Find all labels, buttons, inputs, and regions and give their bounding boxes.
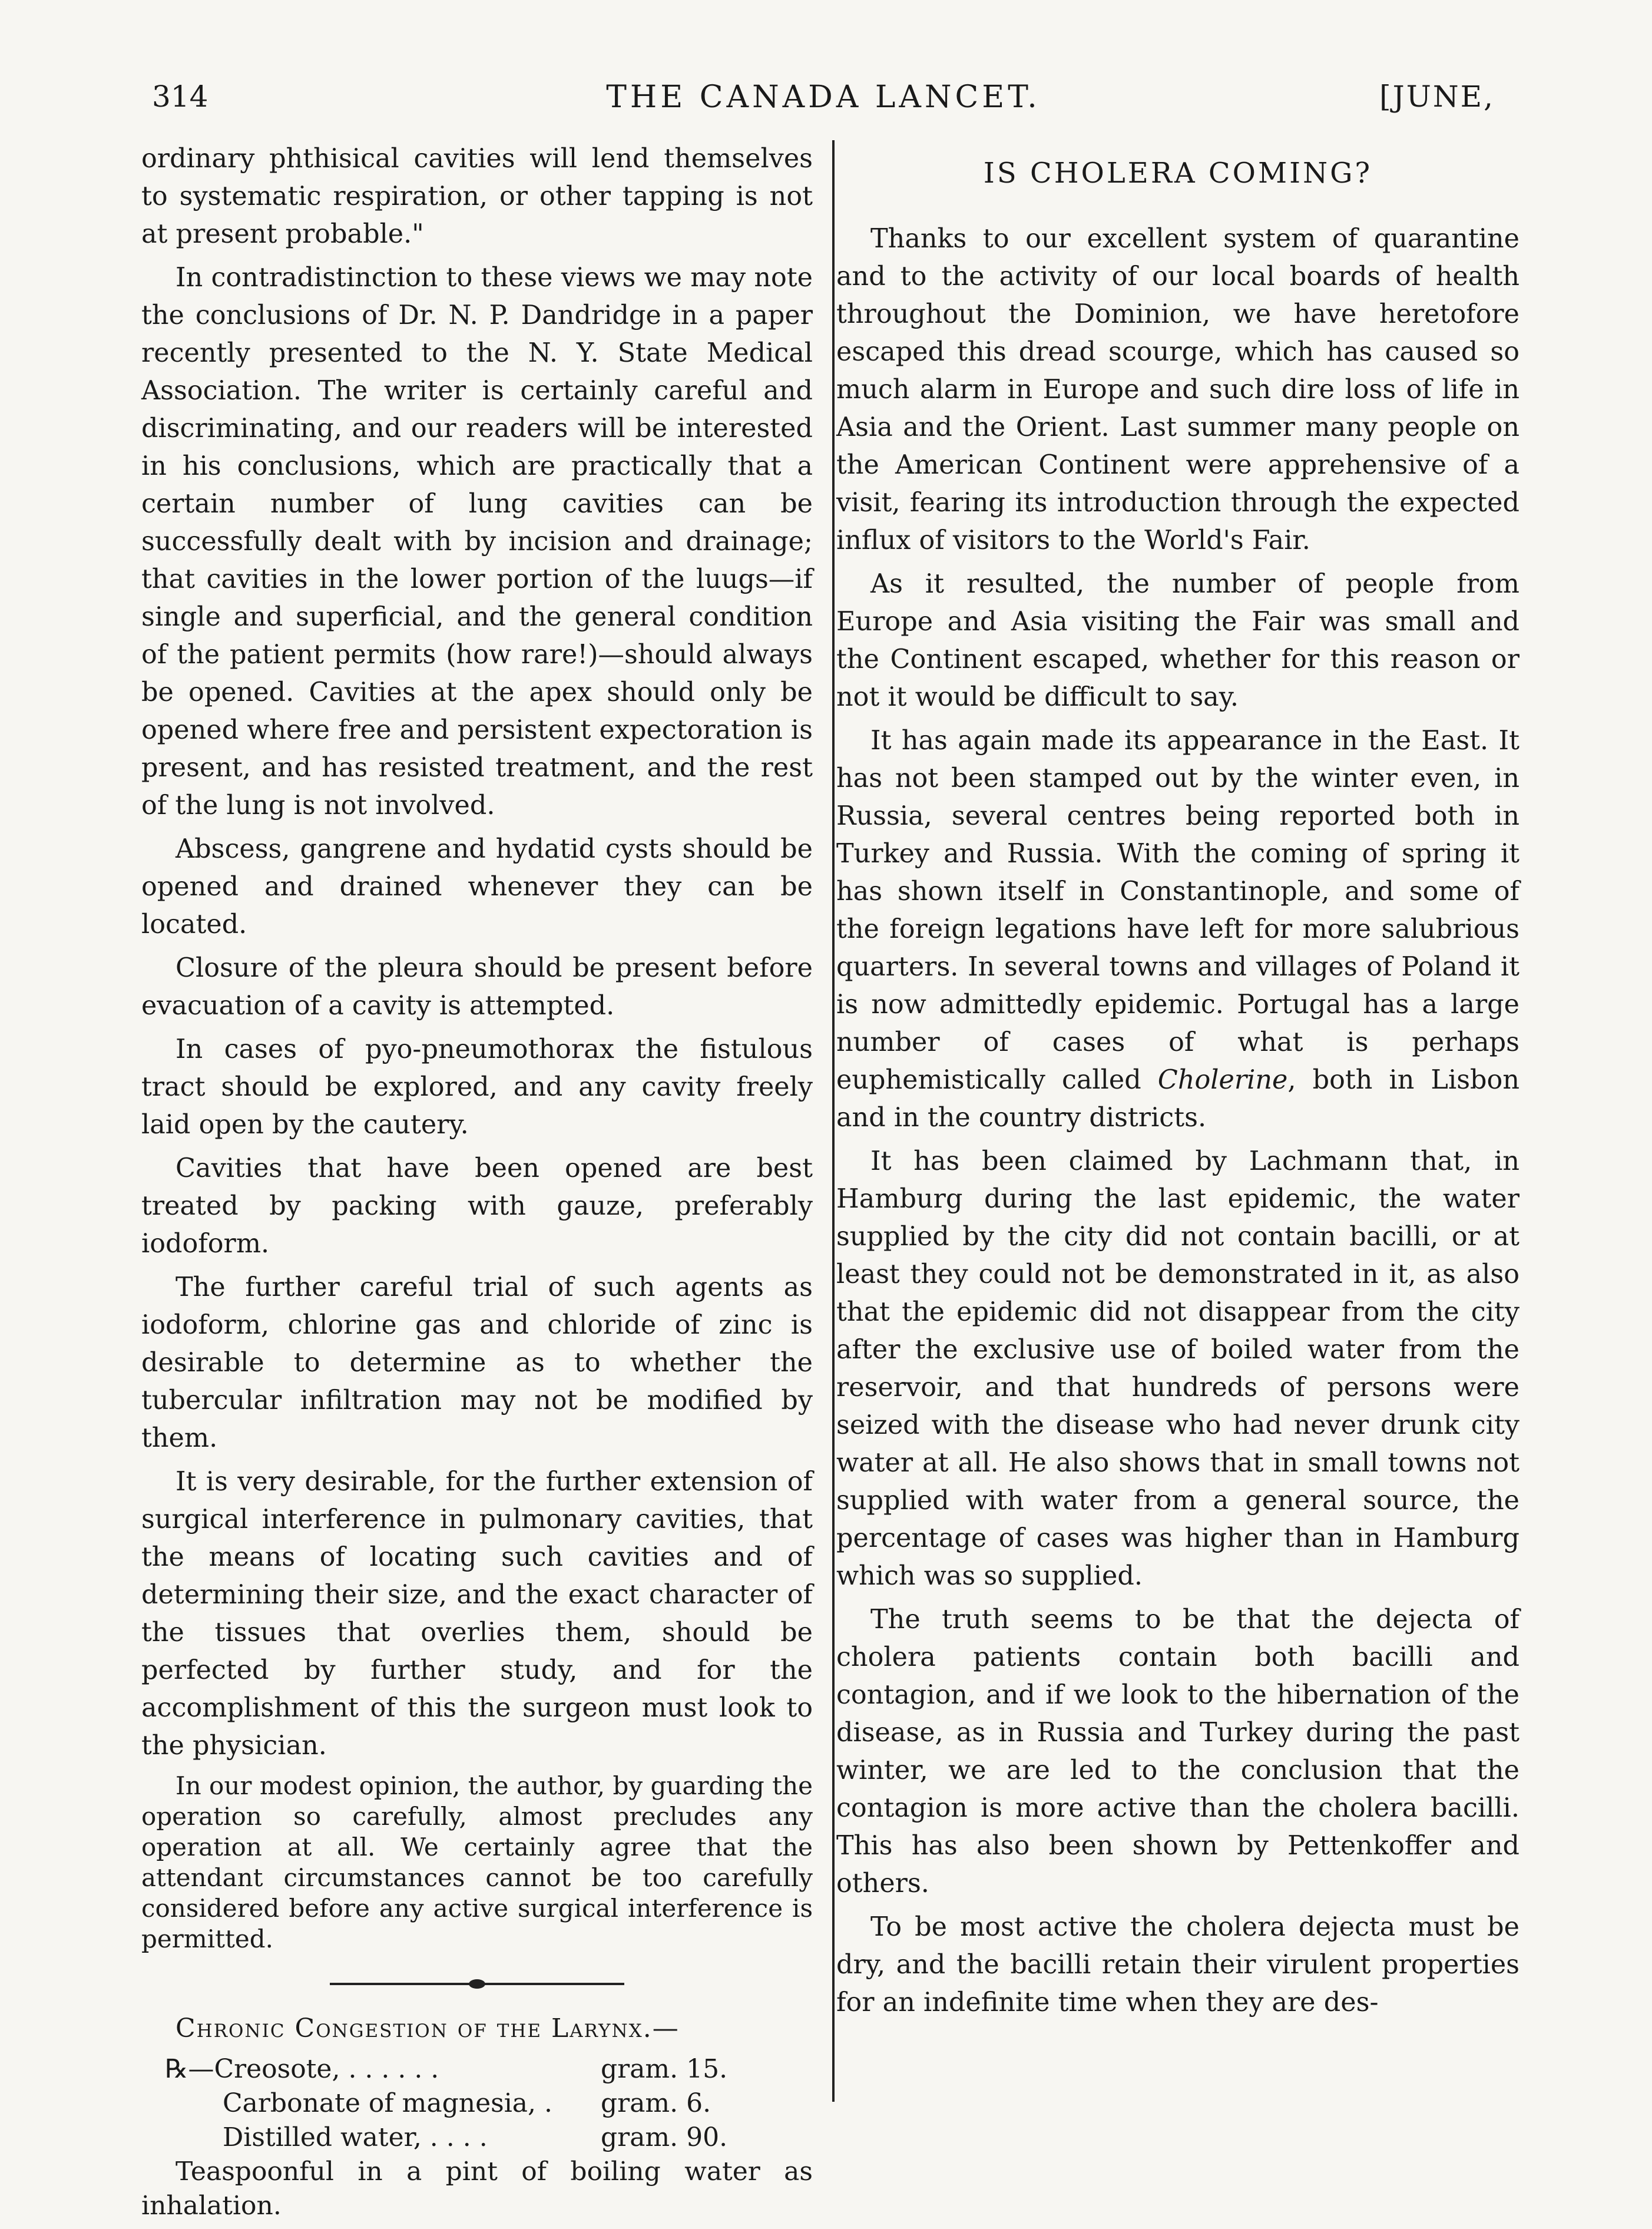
prescription-row — [165, 2121, 813, 2155]
paragraph: The further careful trial of such agents as iodoform, chlorine gas and chloride of zinc is desirable to determine as to whether the tubercular infiltration may not be modified by them. — [141, 1272, 813, 1453]
left-column — [141, 140, 813, 2229]
article-heading: IS CHOLERA COMING? — [983, 157, 1373, 190]
page-number: 314 — [152, 80, 208, 114]
paragraph: In cases of pyo-pneumothorax the fistulous tract should be explored, and any cavity freely laid open by the cautery. — [141, 1034, 813, 1140]
right-column — [836, 140, 1519, 2028]
paragraph: It is very desirable, for the further extension of surgical interference in pulmonary cavities, that the means of locating such cavities and of determining their size, and the exact character of the tissues that overlies them, should be perfected by further study, and for the accomplishment of this the surgeon must look to the physician. — [141, 1467, 813, 1761]
journal-title: THE CANADA LANCET. — [606, 80, 1041, 115]
paragraph: Cavities that have been opened are best treated by packing with gauze, preferably iodoform. — [141, 1153, 813, 1259]
issue-month: [JUNE, — [1379, 80, 1495, 114]
paragraph — [836, 722, 1519, 1137]
paragraph: In our modest opinion, the author, by guarding the operation so carefully, almost precludes any operation at all. We certainly agree that the attendant circumstances cannot be too carefully considered before any active surgical interference is permitted. — [141, 1771, 813, 1953]
column-divider — [832, 140, 835, 2102]
section-ornament-rule — [330, 1983, 624, 1985]
prescription-table — [165, 2052, 813, 2155]
paragraph: ordinary phthisical cavities will lend themselves to systematic respiration, or other tapping is not at present probable." — [141, 144, 813, 249]
ingredient-name: Distilled water, . . . . — [223, 2122, 488, 2152]
paragraph: The truth seems to be that the dejecta of cholera patients contain both bacilli and contagion, and if we look to the hibernation of the disease, as in Russia and Turkey during the past winter, we are led to the conclusion that the contagion is more active than the cholera bacilli. This has also been shown by Pettenkoffer and others. — [836, 1605, 1519, 1899]
page-header — [152, 80, 1495, 133]
paragraph-text: It has again made its appearance in the East. It has not been stamped out by the winter even, in Russia, several centres being reported both in Turkey and Russia. With the coming of spring it has shown itself in Constantinople, and some of the foreign legations have left for more salubrious quarters. In several towns and villages of Poland it is now admittedly epidemic. Portugal has a large number of cases of what is perhaps euphemistically called — [836, 726, 1519, 1095]
paragraph: It has been claimed by Lachmann that, in Hamburg during the last epidemic, the water supplied by the city did not contain bacilli, or at least they could not be demonstrated in it, as also that the epidemic did not disappear from the city after the exclusive use of boiled water from the reservoir, and that hundreds of persons were seized with the disease who had never drunk city water at all. He also shows that in small towns not supplied with water from a general source, the percentage of cases was higher than in Hamburg which was so supplied. — [836, 1146, 1519, 1591]
italic-term: Cholerine — [1157, 1065, 1288, 1095]
paragraph: Closure of the pleura should be present before evacuation of a cavity is attempted. — [141, 953, 813, 1021]
ingredient-name: ℞—Creosote, . . . . . . — [165, 2054, 439, 2084]
paragraph-text: , both in Lisbon and in the country districts. — [836, 1065, 1519, 1133]
ingredient-amount: gram. 6. — [601, 2088, 711, 2118]
prescription-row — [165, 2052, 813, 2086]
paragraph: In contradistinction to these views we may note the conclusions of Dr. N. P. Dandridge in a paper recently presented to the N. Y. State Medical Association. The writer is certainly careful and discriminating, and our readers will be interested in his conclusions, which are practically that a certain number of lung cavities can be successfully dealt with by incision and drainage; that cavities in the lower portion of the luugs—if single and superficial, and the general condition of the patient permits (how rare!)—should always be opened. Cavities at the apex should only be opened where free and persistent expectoration is present, and has resisted treatment, and the rest of the lung is not involved. — [141, 263, 813, 821]
ingredient-amount: gram. 90. — [601, 2122, 728, 2152]
ingredient-name: Carbonate of magnesia, . — [223, 2088, 552, 2118]
prescription-heading: Chronic Congestion of the Larynx.— — [176, 2013, 680, 2043]
prescription-note: Teaspoonful in a pint of boiling water as inhalation. — [141, 2157, 813, 2221]
ingredient-amount: gram. 15. — [601, 2054, 728, 2084]
paragraph: Abscess, gangrene and hydatid cysts should be opened and drained whenever they can be located. — [141, 834, 813, 940]
paragraph: Thanks to our excellent system of quarantine and to the activity of our local boards of health throughout the Dominion, we have heretofore escaped this dread scourge, which has caused so much alarm in Europe and such dire loss of life in Asia and the Orient. Last summer many people on the American Continent were apprehensive of a visit, fearing its introduction through the expected influx of visitors to the World's Fair. — [836, 224, 1519, 555]
paragraph: As it resulted, the number of people from Europe and Asia visiting the Fair was small and the Continent escaped, whether for this reason or not it would be difficult to say. — [836, 569, 1519, 712]
paragraph: To be most active the cholera dejecta must be dry, and the bacilli retain their virulent properties for an indefinite time when they are des- — [836, 1912, 1519, 2018]
prescription-row — [165, 2086, 813, 2121]
